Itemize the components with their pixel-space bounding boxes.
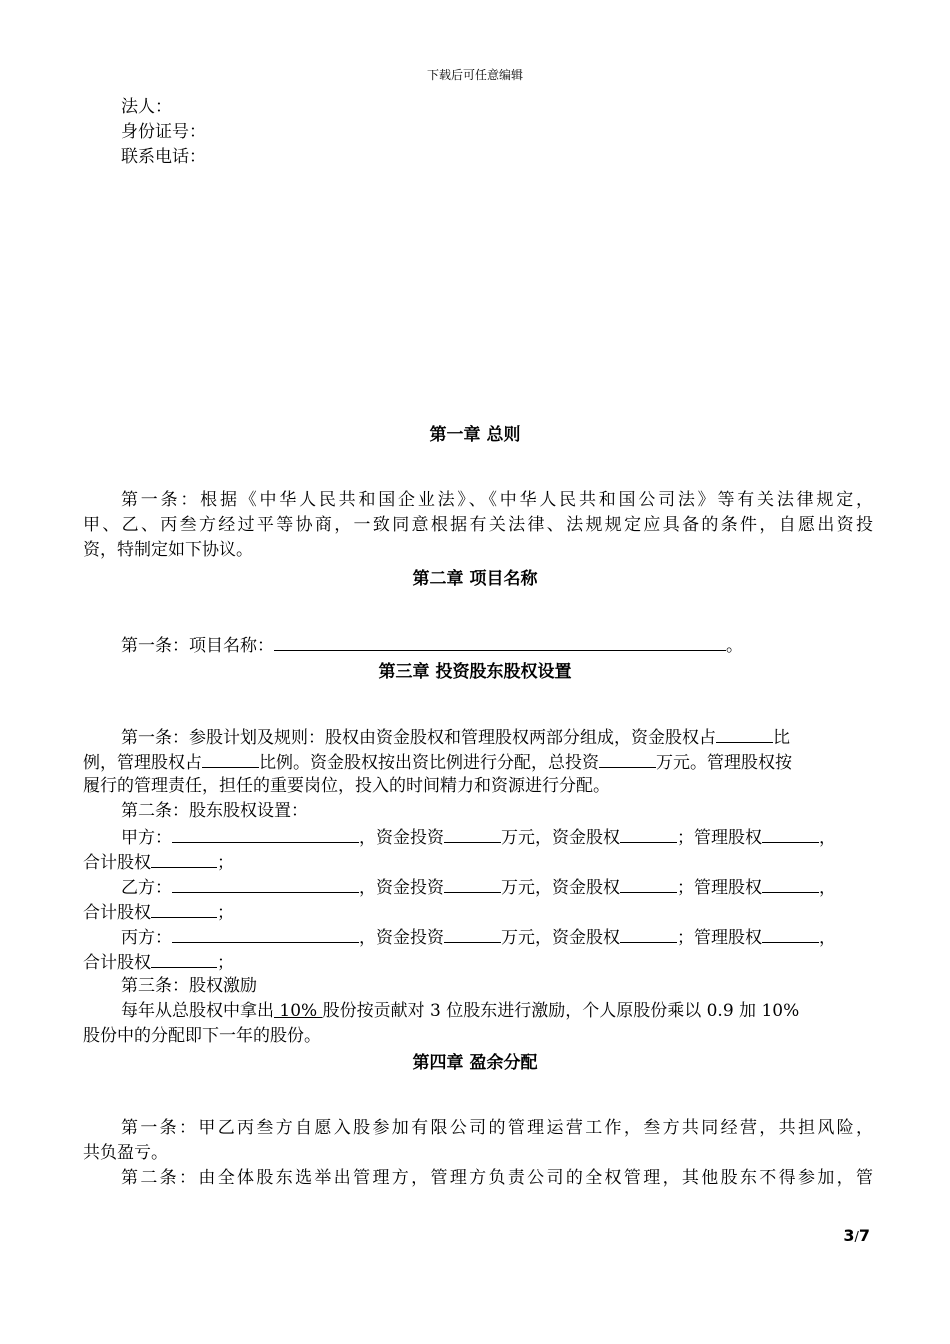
mgmt-equity-label: ；管理股权	[677, 828, 762, 848]
fund-equity-ratio-blank[interactable]	[716, 724, 773, 743]
total-pages: 7	[858, 1226, 870, 1245]
ch3-a1-text: 第一条：参股计划及规则：股权由资金股权和管理股权两部分组成，资金股权占	[121, 728, 716, 748]
total-equity-label: 合计股权	[83, 903, 151, 923]
party-b-total-row	[83, 899, 873, 926]
incentive-text: 每年从总股权中拿出	[121, 1001, 274, 1021]
current-page: 3	[843, 1226, 855, 1245]
party-c-name-blank[interactable]	[172, 924, 359, 943]
ch1-article-1-line-1: 第一条：根据《中华人民共和国企业法》、《中华人民共和国公司法》等有关法律规定，	[121, 490, 873, 510]
ch1-article-1-line-3: 资，特制定如下协议。	[83, 540, 253, 560]
ch3-article-1-line-2	[83, 749, 873, 776]
party-a-mgmt-equity-blank[interactable]	[762, 824, 819, 843]
fund-equity-label: 万元，资金股权	[501, 878, 620, 898]
party-c-row	[121, 924, 911, 951]
ch4-article-1-line-1: 第一条：甲乙丙叁方自愿入股参加有限公司的管理运营工作，叁方共同经营，共担风险，	[121, 1118, 873, 1138]
ch4-article-1-line-2: 共负盈亏。	[83, 1143, 168, 1163]
party-c-total-blank[interactable]	[151, 949, 217, 968]
fund-invest-label: ，资金投资	[359, 928, 444, 948]
party-c-label: 丙方：	[121, 928, 172, 948]
fund-invest-label: ，资金投资	[359, 828, 444, 848]
ch3-article-3-line-1	[121, 999, 911, 1024]
party-b-fund-blank[interactable]	[444, 874, 501, 893]
semicolon: ；	[217, 953, 234, 973]
semicolon: ；	[217, 853, 234, 873]
semicolon: ；	[217, 903, 234, 923]
ch3-article-1-line-3: 履行的管理责任，担任的重要岗位，投入的时间精力和资源进行分配。	[83, 776, 610, 796]
comma: ，	[819, 828, 836, 848]
party-b-fund-equity-blank[interactable]	[620, 874, 677, 893]
party-b-name-blank[interactable]	[172, 874, 359, 893]
ch3-article-1-line-1	[121, 724, 911, 751]
party-a-total-row	[83, 849, 873, 876]
mgmt-equity-ratio-blank[interactable]	[202, 749, 259, 768]
ch1-article-1-line-2: 甲、乙、丙叁方经过平等协商，一致同意根据有关法律、法规规定应具备的条件，自愿出资投	[83, 515, 873, 535]
party-b-row	[121, 874, 911, 901]
ch3-a1-l2-text-c: 万元。管理股权按	[656, 753, 792, 773]
party-c-fund-blank[interactable]	[444, 924, 501, 943]
total-investment-blank[interactable]	[599, 749, 656, 768]
legal-person-label: 法人：	[121, 97, 172, 117]
project-name-end: 。	[726, 636, 743, 656]
fund-equity-label: 万元，资金股权	[501, 828, 620, 848]
phone-label: 联系电话：	[121, 147, 206, 167]
party-b-label: 乙方：	[121, 878, 172, 898]
project-name-blank[interactable]	[274, 632, 726, 651]
ch3-a1-l2-text: 例，管理股权占	[83, 753, 202, 773]
party-a-fund-equity-blank[interactable]	[620, 824, 677, 843]
party-a-row	[121, 824, 911, 851]
comma: ，	[819, 878, 836, 898]
ch3-article-3-line-2: 股份中的分配即下一年的股份。	[83, 1026, 321, 1046]
party-a-total-blank[interactable]	[151, 849, 217, 868]
chapter-4-title: 第四章 盈余分配	[412, 1053, 538, 1073]
project-name-label: 第一条：项目名称：	[121, 636, 274, 656]
incentive-text-b: 股份按贡献对 3 位股东进行激励，个人原股份乘以 0.9 加 10%	[322, 1001, 800, 1021]
page-number	[843, 1226, 870, 1245]
incentive-percent: 10%	[274, 1001, 323, 1021]
fund-equity-label: 万元，资金股权	[501, 928, 620, 948]
party-c-mgmt-equity-blank[interactable]	[762, 924, 819, 943]
id-number-label: 身份证号：	[121, 122, 206, 142]
party-c-total-row	[83, 949, 873, 976]
mgmt-equity-label: ；管理股权	[677, 928, 762, 948]
ch3-article-2: 第二条：股东股权设置：	[121, 801, 308, 821]
party-a-fund-blank[interactable]	[444, 824, 501, 843]
fund-invest-label: ，资金投资	[359, 878, 444, 898]
total-equity-label: 合计股权	[83, 853, 151, 873]
mgmt-equity-label: ；管理股权	[677, 878, 762, 898]
project-name-row	[121, 632, 911, 659]
party-c-fund-equity-blank[interactable]	[620, 924, 677, 943]
ch3-article-3: 第三条：股权激励	[121, 976, 257, 996]
comma: ，	[819, 928, 836, 948]
chapter-3-title: 第三章 投资股东股权设置	[378, 662, 572, 682]
page-separator: /	[854, 1230, 859, 1245]
party-a-name-blank[interactable]	[172, 824, 359, 843]
party-b-total-blank[interactable]	[151, 899, 217, 918]
ch4-article-2-line-1: 第二条：由全体股东选举出管理方，管理方负责公司的全权管理，其他股东不得参加，管	[121, 1168, 873, 1188]
party-a-label: 甲方：	[121, 828, 172, 848]
ch3-a1-l2-text-b: 比例。资金股权按出资比例进行分配，总投资	[259, 753, 599, 773]
ch3-a1-text-end: 比	[773, 728, 790, 748]
page-header: 下载后可任意编辑	[426, 68, 523, 82]
party-b-mgmt-equity-blank[interactable]	[762, 874, 819, 893]
chapter-2-title: 第二章 项目名称	[412, 569, 538, 589]
chapter-1-title: 第一章 总则	[429, 425, 521, 445]
total-equity-label: 合计股权	[83, 953, 151, 973]
